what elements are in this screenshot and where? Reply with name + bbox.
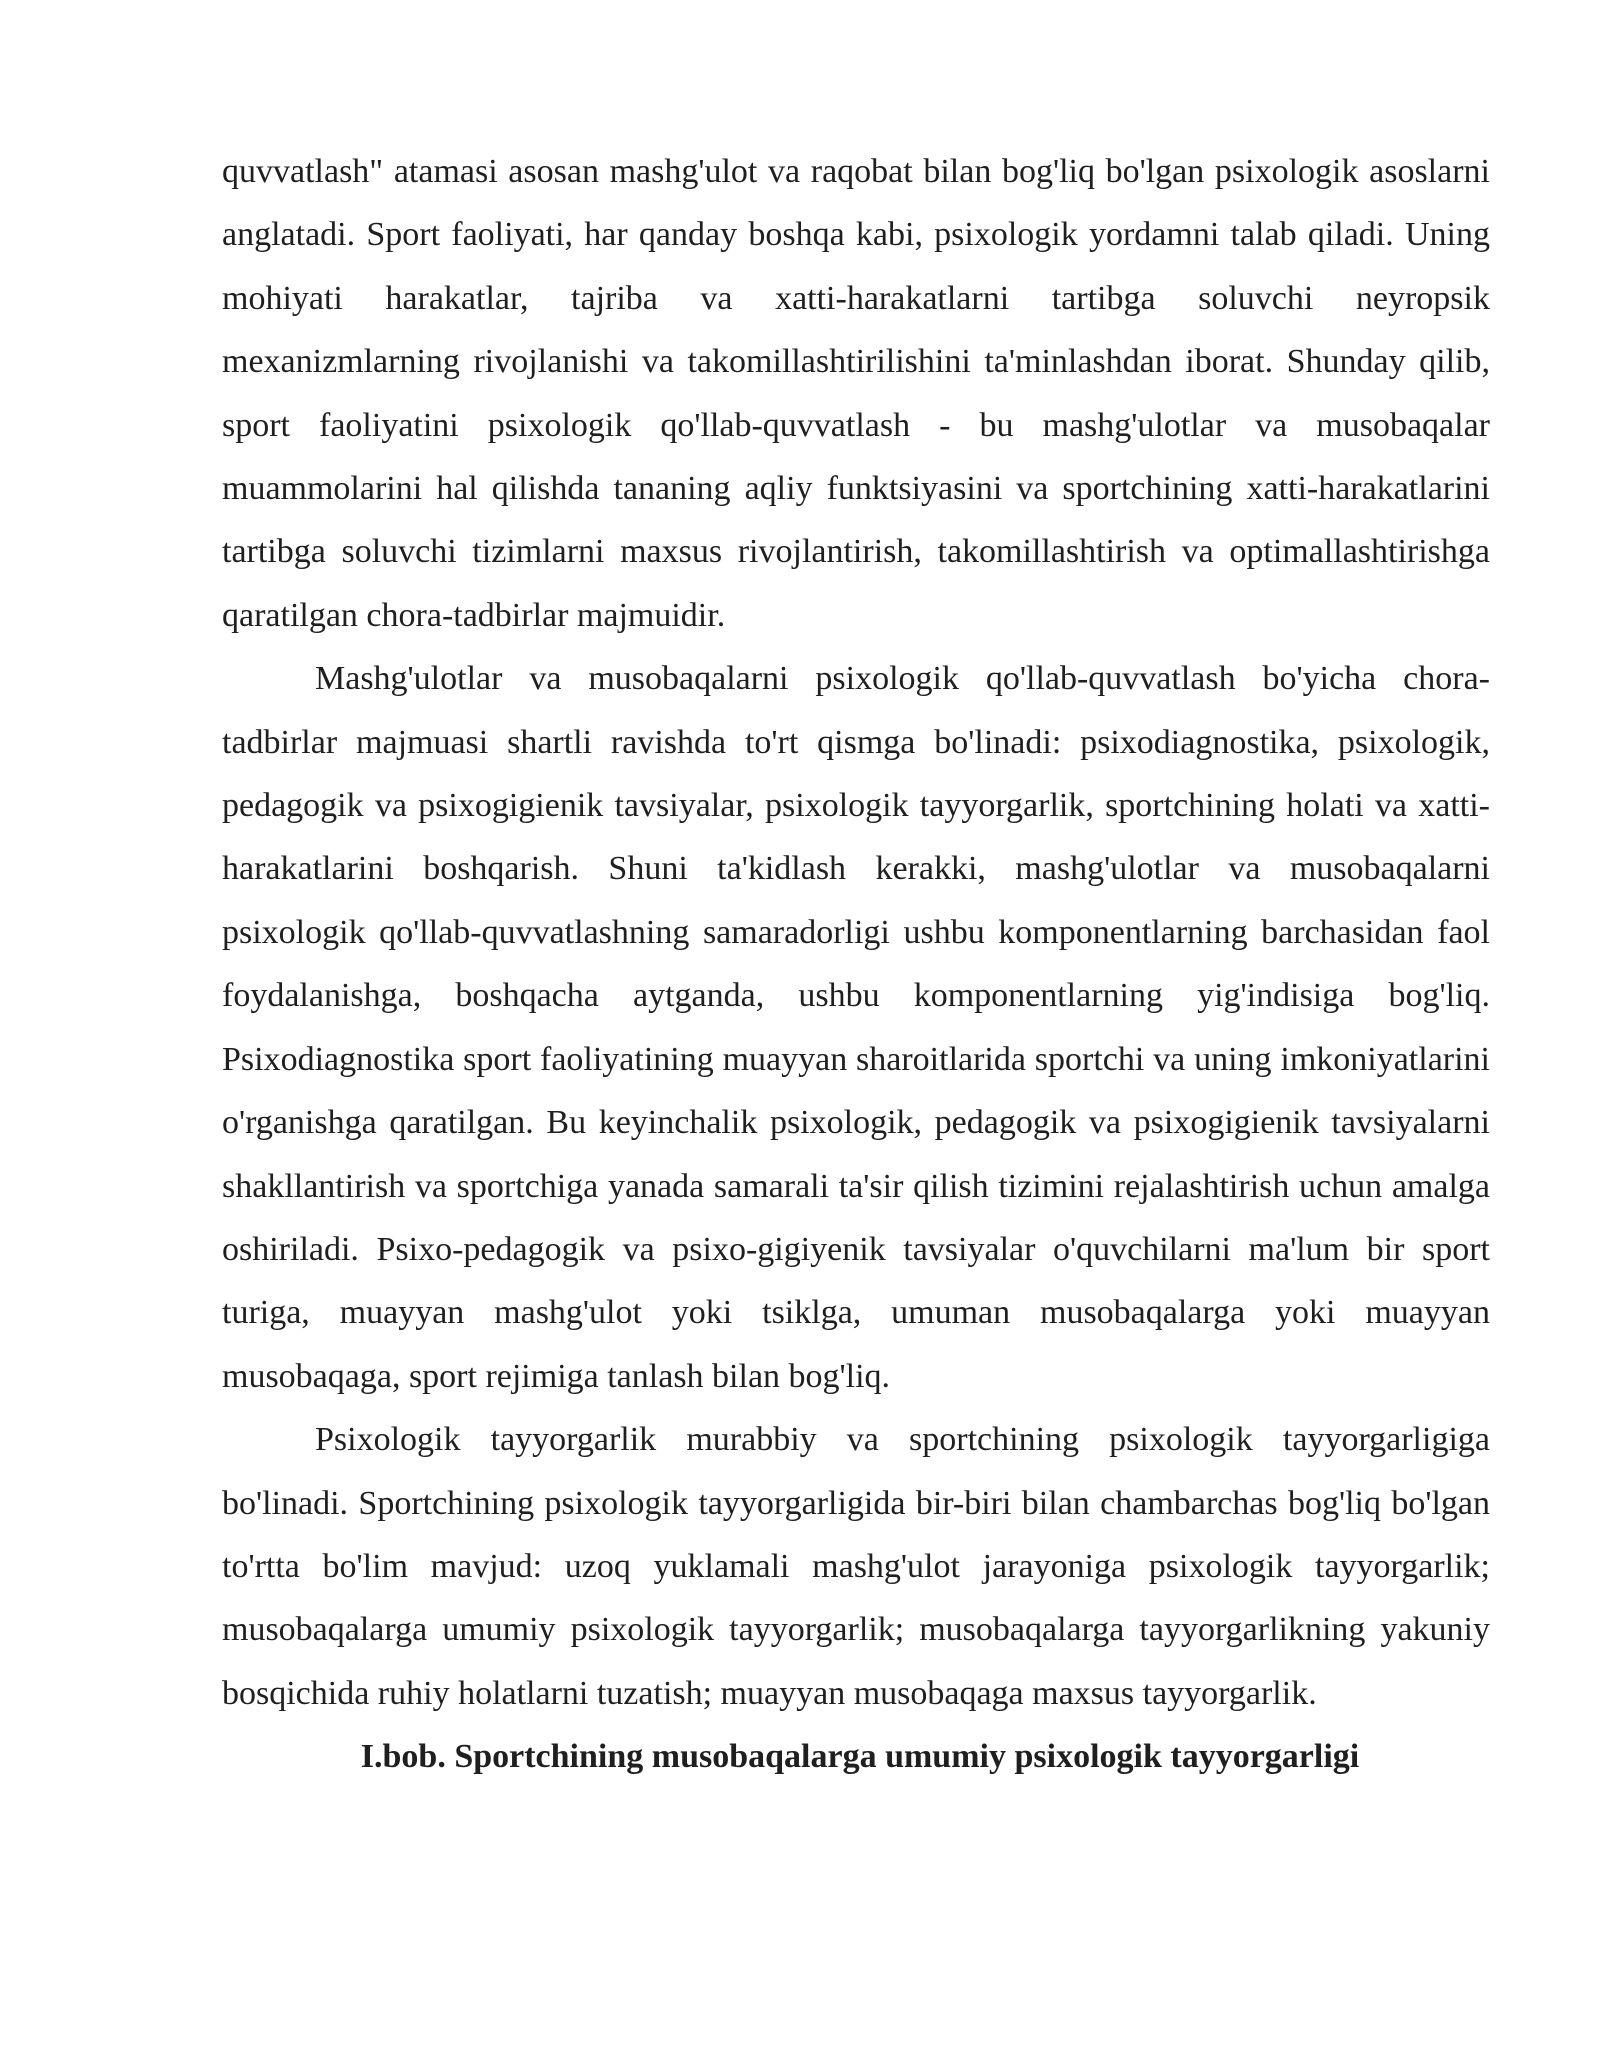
paragraph-1: quvvatlash" atamasi asosan mashg'ulot va raqobat bilan bog'liq bo'lgan psixologik asoslarni anglatadi. Sport faoliyati, har qanday boshqa kabi, psixologik yordamni talab qiladi. Uning mohiyati harakatlar, tajriba va xatti-harakatlarni tartibga soluvchi neyropsik mexanizmlarning rivojlanishi va takomillashtirilishini ta'minlashdan iborat. Shunday qilib, sport faoliyatini psixologik qo'llab-quvvatlash - bu mashg'ulotlar va musobaqalar muammolarini hal qilishda tananing aqliy funktsiyasini va sportchining xatti-harakatlarini tartibga soluvchi tizimlarni maxsus rivojlantirish, takomillashtirish va optimallashtirishga qaratilgan chora-tadbirlar majmuidir. [222,153,1490,634]
paragraph-3: Psixologik tayyorgarlik murabbiy va sportchining psixologik tayyorgarligiga bo'linadi. Sportchining psixologik tayyorgarligida bir-biri bilan chambarchas bog'liq bo'lgan to'rtta bo'lim mavjud: uzoq yuklamali mashg'ulot jarayoniga psixologik tayyorgarlik; musobaqalarga umumiy psixologik tayyorgarlik; musobaqalarga tayyorgarlikning yakuniy bosqichida ruhiy holatlarni tuzatish; muayyan musobaqaga maxsus tayyorgarlik. [222,1421,1490,1712]
document-page [222,140,1490,1789]
paragraph-2: Mashg'ulotlar va musobaqalarni psixologik qo'llab-quvvatlash bo'yicha chora-tadbirlar majmuasi shartli ravishda to'rt qismga bo'linadi: psixodiagnostika, psixologik, pedagogik va psixogigienik tavsiyalar, psixologik tayyorgarlik, sportchining holati va xatti-harakatlarini boshqarish. Shuni ta'kidlash kerakki, mashg'ulotlar va musobaqalarni psixologik qo'llab-quvvatlashning samaradorligi ushbu komponentlarning barchasidan faol foydalanishga, boshqacha aytganda, ushbu komponentlarning yig'indisiga bog'liq. Psixodiagnostika sport faoliyatining muayyan sharoitlarida sportchi va uning imkoniyatlarini o'rganishga qaratilgan. Bu keyinchalik psixologik, pedagogik va psixogigienik tavsiyalarni shakllantirish va sportchiga yanada samarali ta'sir qilish tizimini rejalashtirish uchun amalga oshiriladi. Psixo-pedagogik va psixo-gigiyenik tavsiyalar o'quvchilarni ma'lum bir sport turiga, muayyan mashg'ulot yoki tsiklga, umuman musobaqalarga yoki muayyan musobaqaga, sport rejimiga tanlash bilan bog'liq. [222,660,1490,1395]
chapter-heading: I.bob. Sportchining musobaqalarga umumiy psixologik tayyorgarligi [360,1738,1360,1776]
